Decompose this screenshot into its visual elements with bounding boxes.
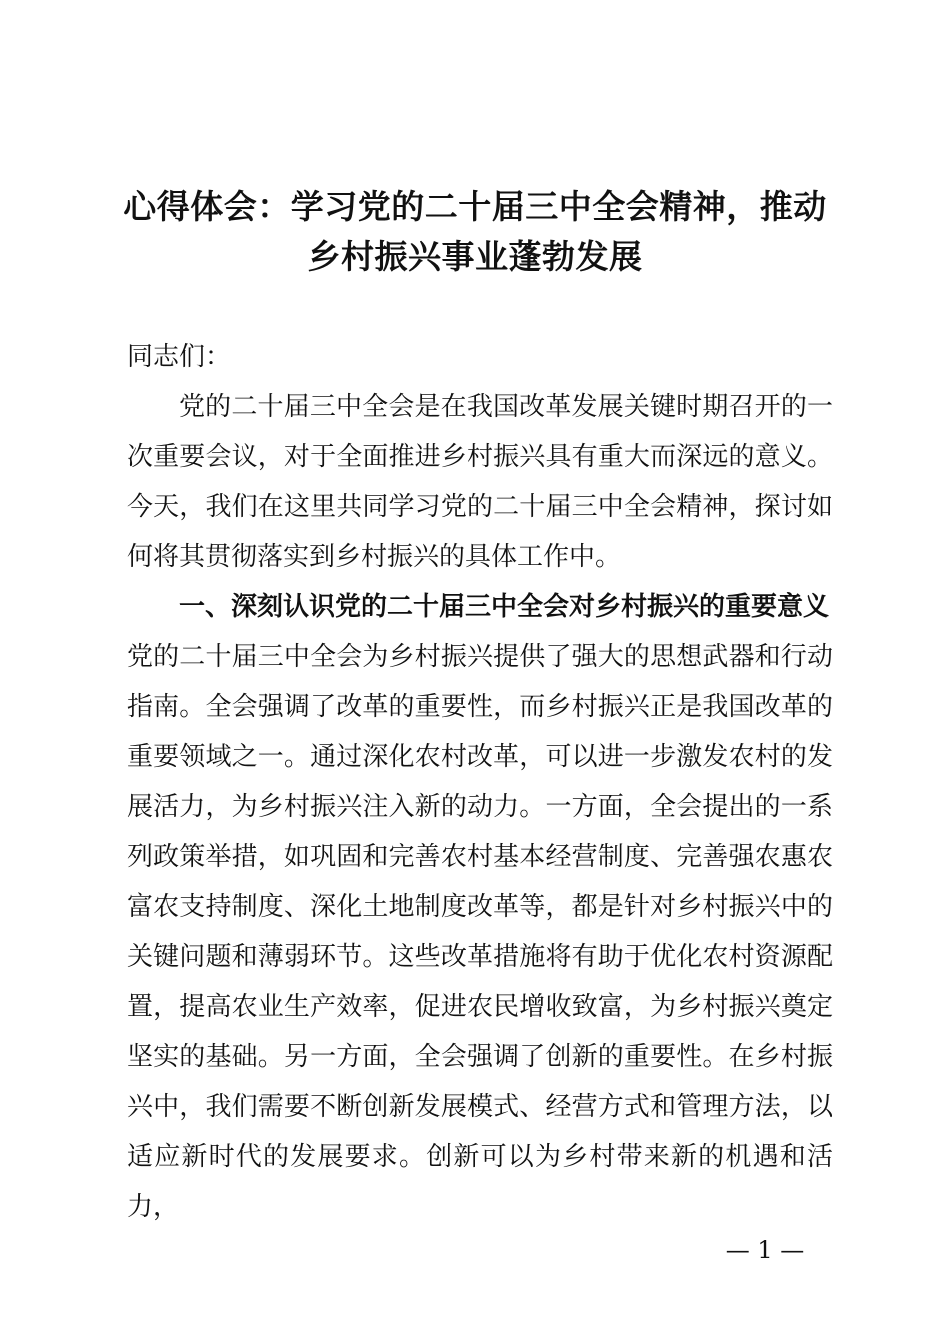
intro-paragraph: 党的二十届三中全会是在我国改革发展关键时期召开的一次重要会议，对于全面推进乡村振兴具有重大而深远的意义。今天，我们在这里共同学习党的二十届三中全会精神，探讨如何将其贯彻落实到乡村振兴的具体工作中。 xyxy=(127,392,833,572)
salutation: 同志们： xyxy=(127,342,232,372)
section-heading: 一、深刻认识党的二十届三中全会对乡村振兴的重要意义 xyxy=(179,592,830,622)
section-paragraph: 党的二十届三中全会为乡村振兴提供了强大的思想武器和行动指南。全会强调了改革的重要性，而乡村振兴正是我国改革的重要领域之一。通过深化农村改革，可以进一步激发农村的发展活力，为乡村振兴注入新的动力。一方面，全会提出的一系列政策举措，如巩固和完善农村基本经营制度、完善强农惠农富农支持制度、深化土地制度改革等，都是针对乡村振兴中的关键问题和薄弱环节。这些改革措施将有助于优化农村资源配置，提高农业生产效率，促进农民增收致富，为乡村振兴奠定坚实的基础。另一方面，全会强调了创新的重要性。在乡村振兴中，我们需要不断创新发展模式、经营方式和管理方法，以适应新时代的发展要求。创新可以为乡村带来新的机遇和活力， xyxy=(127,642,833,1222)
page-number: — 1 — xyxy=(725,1236,805,1264)
document-title: 心得体会：学习党的二十届三中全会精神，推动乡村振兴事业蓬勃发展 xyxy=(123,187,827,276)
document-body xyxy=(127,332,833,1232)
